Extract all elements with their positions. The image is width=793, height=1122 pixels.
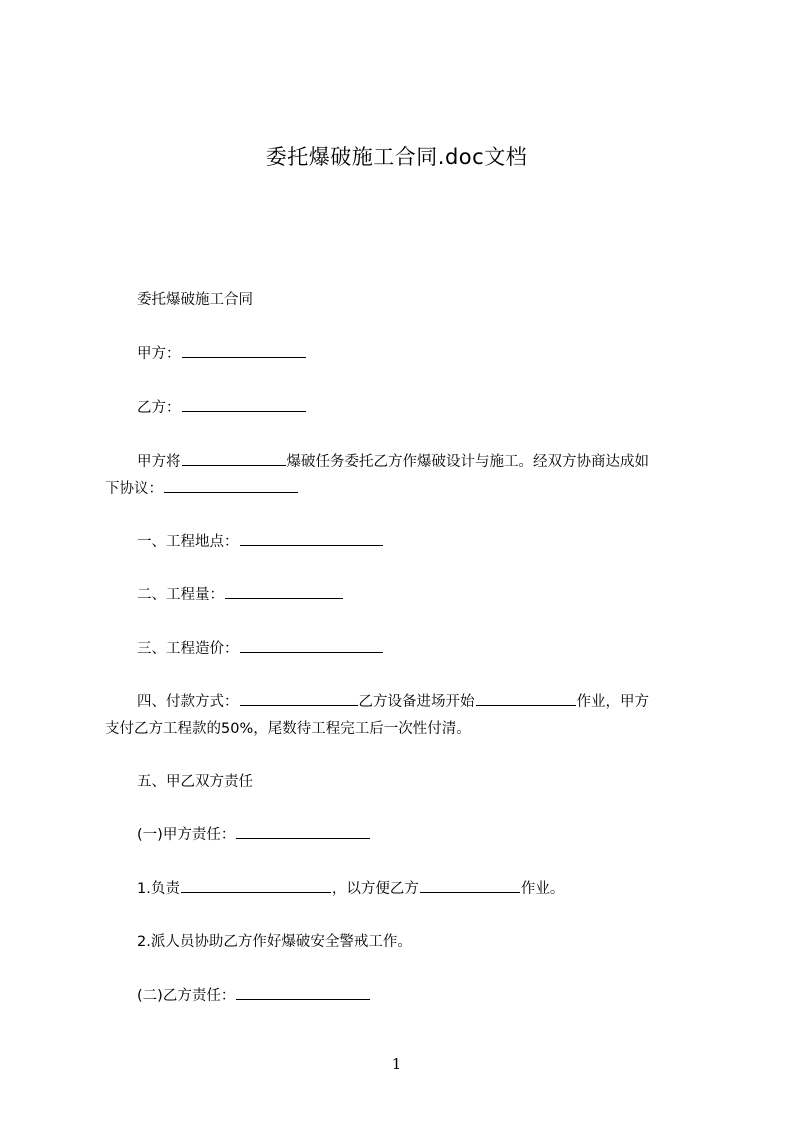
party-b-responsibility-line: [105, 981, 705, 1011]
intro-blank-agreement: [164, 476, 298, 493]
duty-1-blank-a: [181, 876, 331, 893]
intro-text-c: 下协议：: [105, 481, 163, 497]
item-4-text-b: 乙方设备进场开始: [358, 694, 475, 710]
item-4-text-c: 作业，甲方: [576, 694, 649, 710]
duty-1-text-b: ，以方便乙方: [331, 881, 419, 897]
intro-text-b: 爆破任务委托乙方作爆破设计与施工。经双方协商达成如: [286, 454, 649, 470]
party-b-responsibility-blank: [236, 983, 370, 1000]
item-2-label: 二、工程量：: [137, 587, 224, 603]
intro-text-a: 甲方将: [137, 454, 181, 470]
duty-2-text: 2.派人员协助乙方作好爆破安全警戒工作。: [137, 934, 412, 950]
party-a-label: 甲方：: [137, 346, 181, 362]
intro-blank-task: [182, 449, 286, 466]
item-3-line: [105, 634, 705, 664]
item-5-line: [105, 767, 705, 797]
document-title: 委托爆破施工合同.doc文档: [265, 145, 528, 169]
party-a-duty-1-line: [105, 874, 705, 904]
item-4-text-d: 支付乙方工程款的50%，尾数待工程完工后一次性付清。: [105, 721, 471, 737]
item-1-line: [105, 527, 705, 557]
item-3-blank: [240, 636, 383, 653]
party-a-responsibility-blank: [236, 822, 370, 839]
item-1-blank: [240, 529, 383, 546]
contract-heading: [105, 285, 705, 315]
party-b-blank: [182, 395, 306, 412]
item-4-label: 四、付款方式：: [137, 694, 239, 710]
contract-heading-text: 委托爆破施工合同: [137, 292, 253, 308]
item-2-blank: [225, 582, 343, 599]
intro-paragraph-line2: [105, 474, 705, 504]
duty-1-text-c: 作业。: [520, 881, 565, 897]
item-5-heading: 五、甲乙双方责任: [137, 774, 253, 790]
item-4-line1: [105, 687, 705, 717]
item-4-blank-method: [240, 689, 358, 706]
party-a-responsibility-line: [105, 820, 705, 850]
item-3-label: 三、工程造价：: [137, 641, 239, 657]
item-4-line2: [105, 714, 705, 744]
party-b-responsibility-label: (二)乙方责任：: [137, 988, 236, 1004]
party-b-line: [105, 393, 705, 423]
party-a-duty-2-line: [105, 927, 705, 957]
duty-1-text-a: 1.负责: [137, 881, 180, 897]
item-1-label: 一、工程地点：: [137, 534, 239, 550]
party-a-responsibility-label: (一)甲方责任：: [137, 827, 236, 843]
duty-1-blank-b: [420, 876, 520, 893]
party-a-blank: [182, 341, 306, 358]
party-b-label: 乙方：: [137, 400, 181, 416]
party-a-line: [105, 339, 705, 369]
intro-paragraph-line1: [105, 447, 705, 477]
item-4-blank-start: [476, 689, 576, 706]
page-number: 1: [391, 1055, 402, 1073]
item-2-line: [105, 580, 705, 610]
